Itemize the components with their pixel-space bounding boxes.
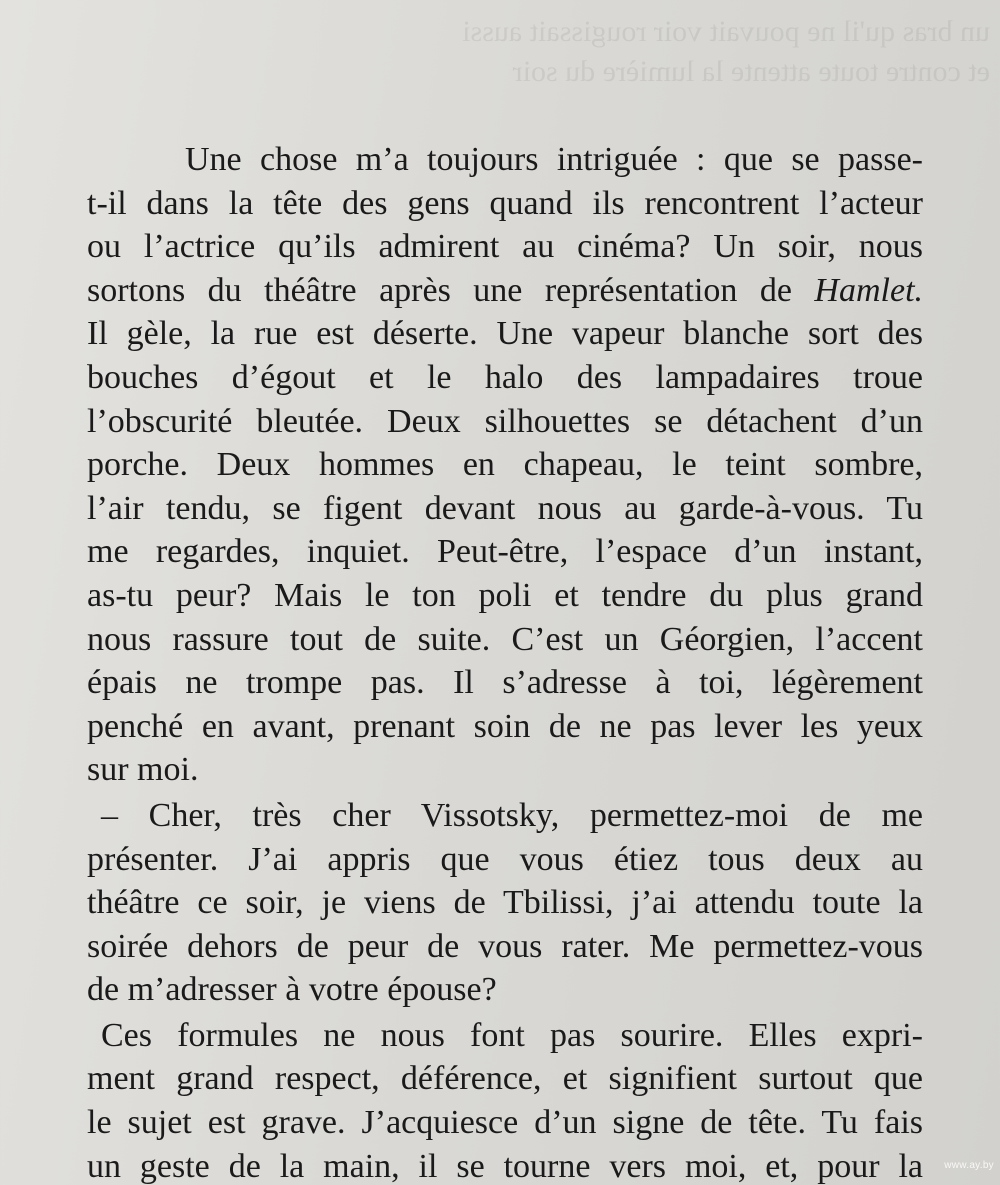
text-line: nous rassure tout de suite. C’est un Géorgien, l’accent <box>87 620 923 658</box>
site-watermark: www.ay.by <box>944 1160 994 1171</box>
text-line: bouches d’égout et le halo des lampadaires troue <box>87 358 923 396</box>
text-line: l’air tendu, se figent devant nous au garde-à-vous. Tu <box>87 489 923 527</box>
play-title: Hamlet. <box>814 271 923 309</box>
text-line: épais ne trompe pas. Il s’adresse à toi, légèrement <box>87 664 923 702</box>
text-line: l’obscurité bleutée. Deux silhouettes se détachent d’un <box>87 402 923 440</box>
text-line: as-tu peur? Mais le ton poli et tendre du plus grand <box>87 576 923 614</box>
text-line: porche. Deux hommes en chapeau, le teint sombre, <box>87 446 923 484</box>
text-line: présenter. J’ai appris que vous étiez tous deux au <box>87 840 923 878</box>
bleed-through-line: un bras qu'il ne pouvait voir rougissait aussi <box>462 15 990 48</box>
text-line: Ces formules ne nous font pas sourire. Elles expri- <box>101 1016 923 1054</box>
text-line: Il gèle, la rue est déserte. Une vapeur blanche sort des <box>87 315 923 353</box>
text-line: penché en avant, prenant soin de ne pas lever les yeux <box>87 707 923 745</box>
text-line: sur moi. <box>87 751 199 789</box>
text-segment: sortons du théâtre après une représentation de <box>87 271 792 309</box>
text-line: t-il dans la tête des gens quand ils rencontrent l’acteur <box>87 184 923 222</box>
paragraph-2-dialogue <box>87 794 923 1012</box>
text-line: un geste de la main, il se tourne vers moi, et, pour la <box>87 1147 923 1185</box>
text-line: soirée dehors de peur de vous rater. Me permettez-vous <box>87 927 923 965</box>
bleed-through-text <box>90 12 990 92</box>
text-line: – Cher, très cher Vissotsky, permettez-moi de me <box>101 796 923 834</box>
text-line: de m’adresser à votre épouse? <box>87 971 497 1009</box>
text-line: me regardes, inquiet. Peut-être, l’espace d’un instant, <box>87 533 923 571</box>
text-line: le sujet est grave. J’acquiesce d’un signe de tête. Tu fais <box>87 1104 923 1142</box>
book-page-text <box>87 138 923 1185</box>
paragraph-3 <box>87 1014 923 1185</box>
bleed-through-line: et contre toute attente la lumière du soir <box>512 55 990 88</box>
paragraph-1 <box>87 138 923 792</box>
text-line: théâtre ce soir, je viens de Tbilissi, j’ai attendu toute la <box>87 884 923 922</box>
text-line: ment grand respect, déférence, et signifient surtout que <box>87 1060 923 1098</box>
text-line: Une chose m’a toujours intriguée : que se passe- <box>185 141 923 178</box>
text-line-with-title <box>87 269 923 313</box>
text-line: ou l’actrice qu’ils admirent au cinéma? Un soir, nous <box>87 228 923 266</box>
